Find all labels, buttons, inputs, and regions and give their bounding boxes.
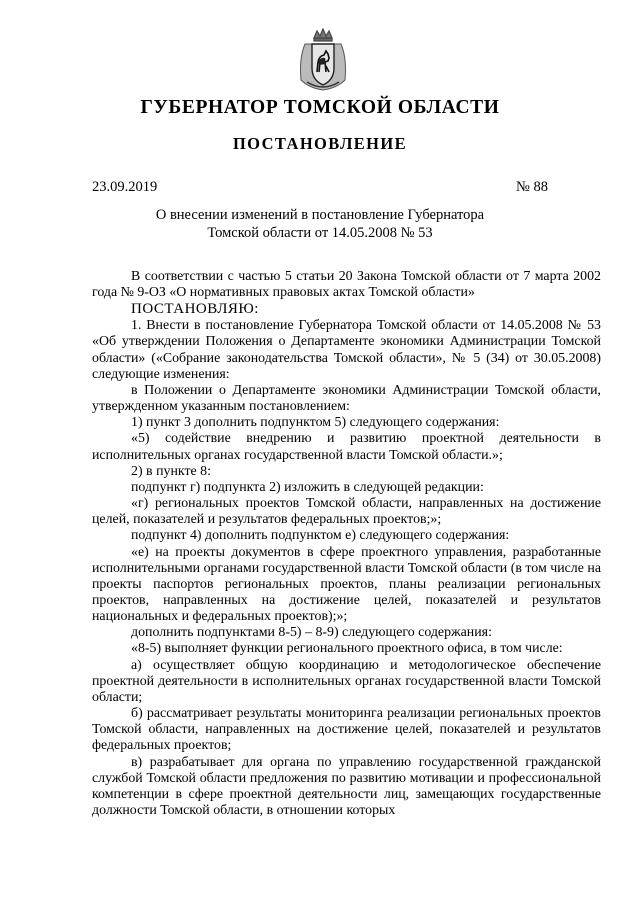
coat-of-arms-icon — [295, 28, 351, 92]
paragraph: а) осуществляет общую координацию и методологическое обеспечение проектной деятельности в исполнительных органах государственной власти Томской области; — [92, 657, 601, 705]
paragraph: 1. Внести в постановление Губернатора Томской области от 14.05.2008 № 53 «Об утверждении Положения о Департаменте экономики Администрации Томской области» («Собрание законодательства Томской области», № 5 (34) от 30.05.2008) следующие изменения: — [92, 318, 601, 382]
paragraph: «5) содействие внедрению и развитию проектной деятельности в исполнительных органах государственной власти Томской области.»; — [92, 431, 601, 463]
paragraph: подпункт 4) дополнить подпунктом е) следующего содержания: — [131, 528, 510, 544]
paragraph: «8-5) выполняет функции регионального проектного офиса, в том числе: — [131, 641, 563, 657]
document-subject — [0, 207, 640, 242]
paragraph: в) разрабатывает для органа по управлению государственной гражданской службой Томской области предложения по развитию мотивации и профессиональной компетенции в сфере проектной деятельности лиц, замещающих государственные должности Томской области, в отношении которых — [92, 754, 601, 818]
document-date: 23.09.2019 — [92, 179, 158, 195]
paragraph: В соответствии с частью 5 статьи 20 Закона Томской области от 7 марта 2002 года № 9-ОЗ «О нормативных правовых актах Томской области» — [92, 269, 601, 301]
paragraph: «е) на проекты документов в сфере проектного управления, разработанные исполнительными органами государственной власти Томской области (в том числе на проекты паспортов региональных проектов, планы реализации региональных проектов, направленных на достижение целей, показателей и результатов национальных и федеральных проектов);»; — [92, 544, 601, 625]
paragraph: б) рассматривает результаты мониторинга реализации региональных проектов Томской области, направленных на достижение целей, показателей и результатов федеральных проектов; — [92, 706, 601, 754]
decree-word: ПОСТАНОВЛЯЮ: — [131, 301, 259, 318]
document-type: ПОСТАНОВЛЕНИЕ — [232, 134, 408, 153]
document-body — [92, 269, 601, 819]
paragraph: 1) пункт 3 дополнить подпунктом 5) следующего содержания: — [131, 415, 500, 431]
subject-line: Томской области от 14.05.2008 № 53 — [207, 224, 433, 241]
issuer-title: ГУБЕРНАТОР ТОМСКОЙ ОБЛАСТИ — [140, 97, 500, 118]
document-number: № 88 — [516, 179, 548, 195]
paragraph: в Положении о Департаменте экономики Администрации Томской области, утвержденном указанным постановлением: — [92, 382, 601, 415]
paragraph: подпункт г) подпункта 2) изложить в следующей редакции: — [131, 479, 484, 495]
paragraph: 2) в пункте 8: — [131, 463, 211, 479]
subject-line: О внесении изменений в постановление Губернатора — [155, 207, 485, 223]
paragraph: «г) региональных проектов Томской области, направленных на достижение целей, показателей и результатов федеральных проектов;»; — [92, 496, 601, 528]
paragraph: дополнить подпунктами 8-5) – 8-9) следующего содержания: — [131, 625, 492, 641]
